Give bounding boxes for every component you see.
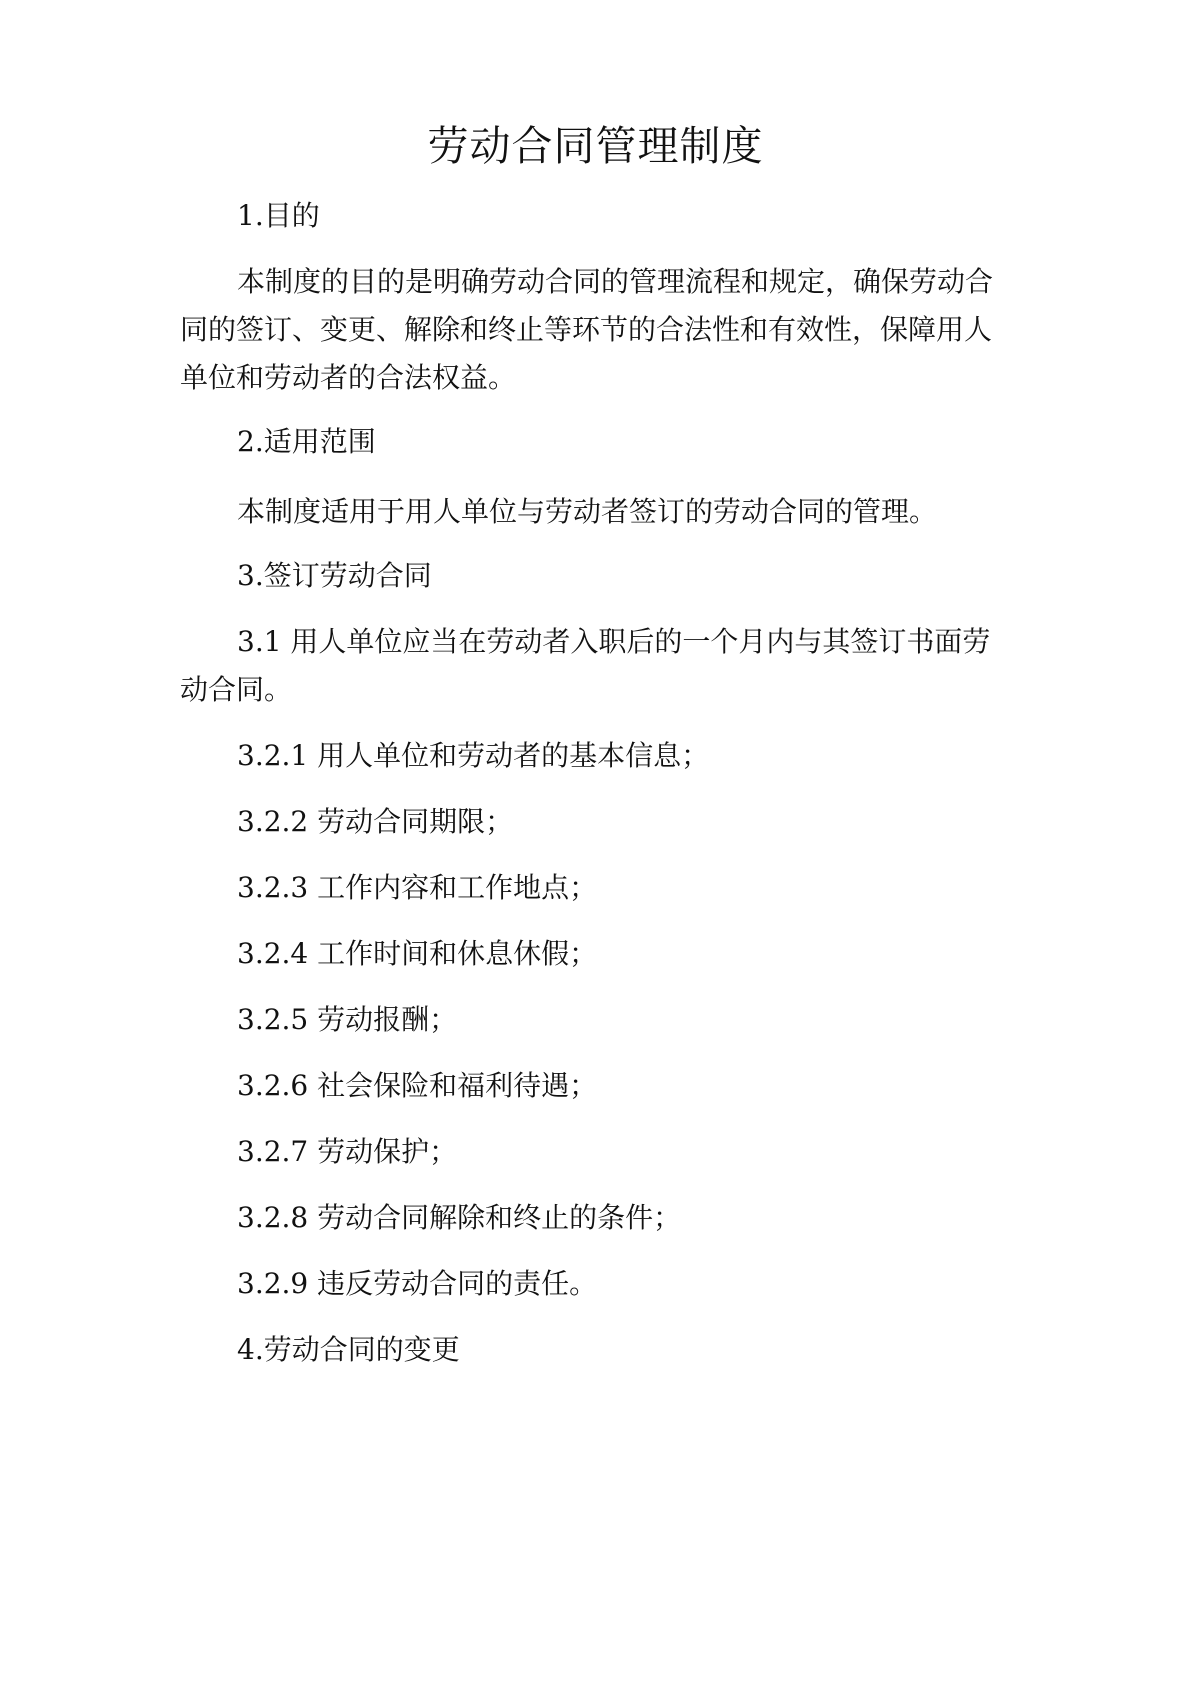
section-heading-amendment: 4.劳动合同的变更	[237, 1333, 460, 1366]
list-item: 3.2.7 劳动保护；	[237, 1135, 458, 1168]
list-item: 3.2.9 违反劳动合同的责任。	[237, 1267, 598, 1300]
paragraph-line: 本制度适用于用人单位与劳动者签订的劳动合同的管理。	[237, 495, 938, 528]
list-item: 3.2.5 劳动报酬；	[237, 1003, 458, 1036]
list-item: 3.2.4 工作时间和休息休假；	[237, 937, 598, 970]
list-item: 3.2.8 劳动合同解除和终止的条件；	[237, 1201, 682, 1234]
paragraph-line: 动合同。	[180, 673, 293, 706]
section-heading-scope: 2.适用范围	[237, 425, 376, 458]
document-title: 劳动合同管理制度	[427, 122, 764, 170]
section-heading-purpose: 1.目的	[237, 199, 320, 232]
paragraph-line: 3.1 用人单位应当在劳动者入职后的一个月内与其签订书面劳	[237, 625, 991, 658]
paragraph-line: 同的签订、变更、解除和终止等环节的合法性和有效性，保障用人	[180, 313, 993, 346]
list-item: 3.2.3 工作内容和工作地点；	[237, 871, 598, 904]
section-heading-signing: 3.签订劳动合同	[237, 559, 432, 592]
paragraph-line: 单位和劳动者的合法权益。	[180, 361, 517, 394]
list-item: 3.2.1 用人单位和劳动者的基本信息；	[237, 739, 710, 772]
list-item: 3.2.6 社会保险和福利待遇；	[237, 1069, 598, 1102]
paragraph-line: 本制度的目的是明确劳动合同的管理流程和规定，确保劳动合	[237, 265, 994, 298]
list-item: 3.2.2 劳动合同期限；	[237, 805, 514, 838]
